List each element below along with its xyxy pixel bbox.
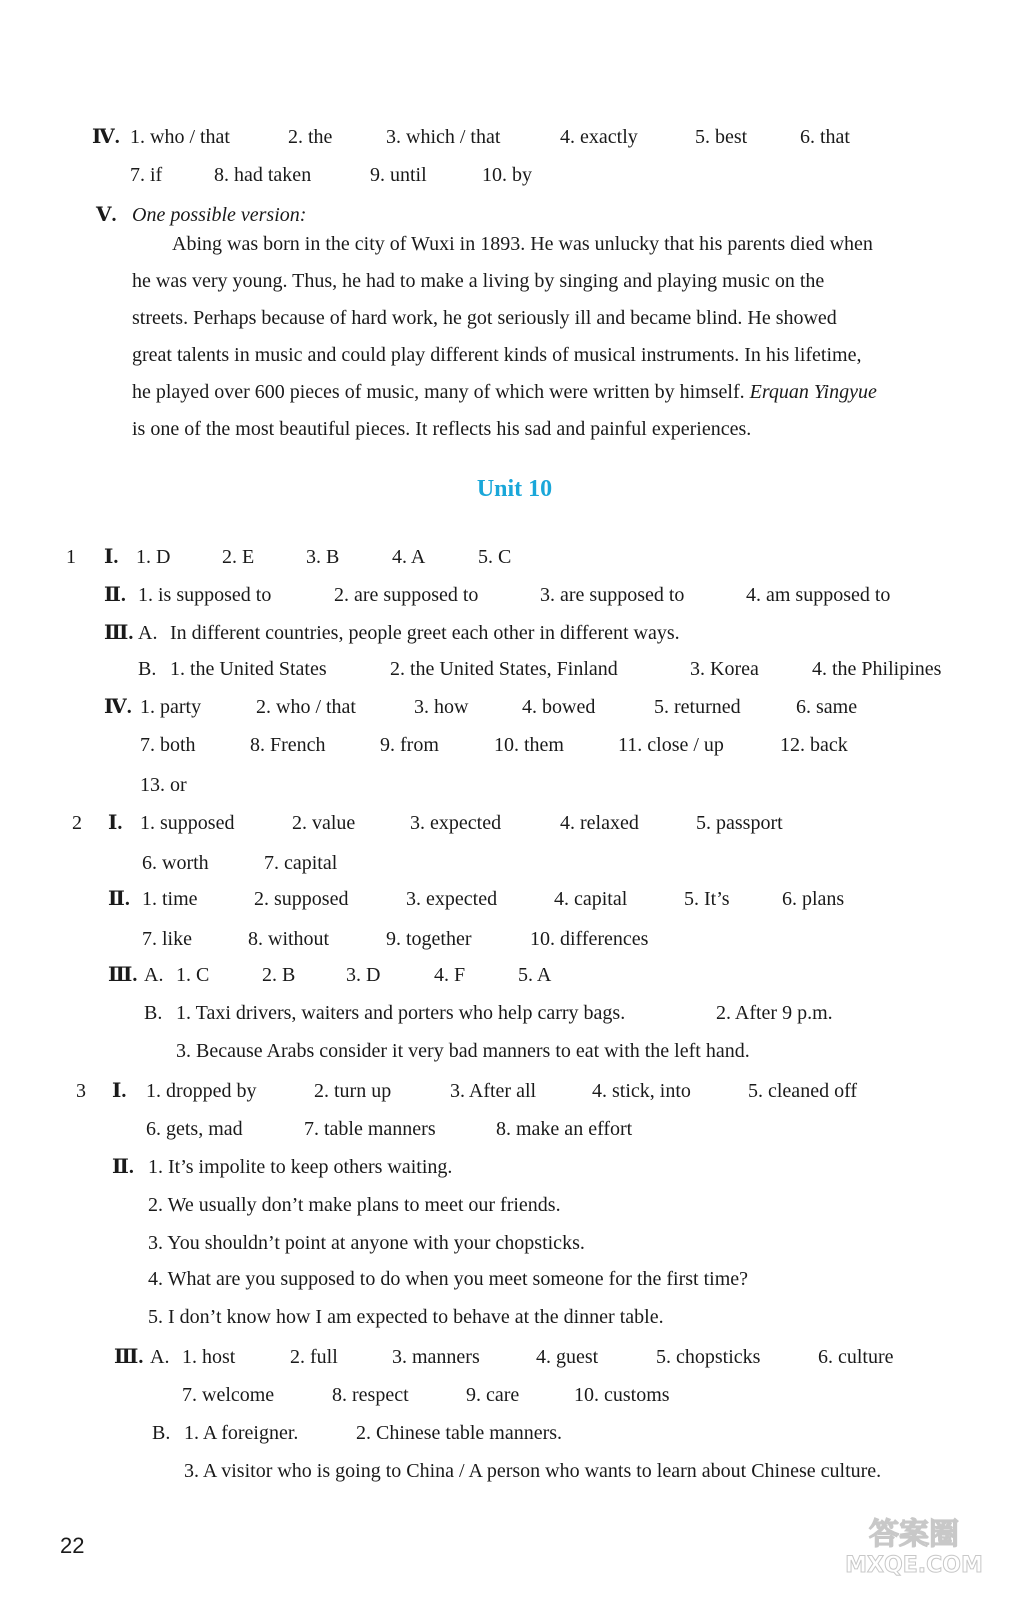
watermark-graphic: [829, 1510, 999, 1580]
section-roman: Ⅰ.: [104, 546, 119, 568]
answer-item: 6. culture: [818, 1346, 894, 1368]
unit-title: Unit 10: [476, 476, 553, 502]
answer-item: 2. B: [262, 964, 296, 986]
part-label: B.: [152, 1422, 171, 1444]
essay-line: great talents in music and could play different kinds of musical instruments. In his lifetime,: [132, 344, 862, 366]
watermark: [829, 1510, 999, 1580]
section-roman: Ⅱ.: [112, 1156, 134, 1178]
answer-item: 1. C: [176, 964, 210, 986]
answer-item: 1. supposed: [140, 812, 235, 834]
answer-item: 2. value: [292, 812, 356, 834]
answer-item: 8. had taken: [214, 164, 312, 186]
answer-item: 4. bowed: [522, 696, 596, 718]
answer-item: 1. is supposed to: [138, 584, 272, 606]
part-label: B.: [144, 1002, 163, 1024]
answer-item: 9. together: [386, 928, 472, 950]
lesson-number: 3: [76, 1080, 86, 1102]
answer-item: 11. close / up: [618, 734, 724, 756]
answer-sentence: In different countries, people greet each other in different ways.: [170, 622, 680, 644]
answer-item: 7. if: [130, 164, 163, 186]
part-label: B.: [138, 658, 157, 680]
answer-sentence: 1. It’s impolite to keep others waiting.: [148, 1156, 453, 1178]
answer-item: 10. customs: [574, 1384, 670, 1406]
answer-item: 4. capital: [554, 888, 628, 910]
answer-sentence: 4. What are you supposed to do when you meet someone for the first time?: [148, 1268, 749, 1290]
answer-item: 8. French: [250, 734, 326, 756]
essay-line: Abing was born in the city of Wuxi in 1893. He was unlucky that his parents died when: [172, 233, 873, 255]
answer-item: 6. that: [800, 126, 850, 148]
answer-sentence: 2. Chinese table manners.: [356, 1422, 563, 1444]
answer-item: 5. It’s: [684, 888, 730, 910]
essay-line: streets. Perhaps because of hard work, he got seriously ill and became blind. He showed: [132, 307, 837, 329]
answer-sentence: 1. Taxi drivers, waiters and porters who help carry bags.: [176, 1002, 626, 1024]
section-roman: Ⅳ.: [104, 696, 132, 718]
essay-title-italic: Erquan Yingyue: [749, 381, 877, 403]
answer-item: 10. differences: [530, 928, 649, 950]
answer-item: 9. until: [370, 164, 427, 186]
essay-paragraph: [132, 226, 956, 448]
answer-item: 13. or: [140, 774, 187, 796]
answer-item: 5. C: [478, 546, 512, 568]
answer-item: 9. from: [380, 734, 439, 756]
answer-item: 3. how: [414, 696, 469, 718]
answer-item: 5. chopsticks: [656, 1346, 761, 1368]
answer-item: 1. host: [182, 1346, 236, 1368]
section-roman: Ⅴ.: [96, 204, 117, 226]
answer-sentence: 1. A foreigner.: [184, 1422, 299, 1444]
answer-item: 3. Korea: [690, 658, 759, 680]
answer-item: 1. party: [140, 696, 202, 718]
watermark-line-2: MXQE.COM: [845, 1553, 983, 1578]
answer-item: 10. by: [482, 164, 532, 186]
page-number: 22: [60, 1533, 85, 1558]
section-roman: Ⅰ.: [112, 1080, 127, 1102]
answer-item: 3. are supposed to: [540, 584, 685, 606]
answer-item: 1. dropped by: [146, 1080, 257, 1102]
answer-item: 7. like: [142, 928, 192, 950]
lesson-number: 1: [66, 546, 76, 568]
answer-item: 4. exactly: [560, 126, 638, 148]
answer-item: 8. respect: [332, 1384, 409, 1406]
answer-item: 8. without: [248, 928, 330, 950]
answer-item: 2. full: [290, 1346, 338, 1368]
answer-sentence: 2. After 9 p.m.: [716, 1002, 833, 1024]
answer-item: 10. them: [494, 734, 564, 756]
answer-item: 1. who / that: [130, 126, 230, 148]
section-roman: Ⅳ.: [92, 126, 120, 148]
version-label: One possible version:: [132, 204, 307, 226]
answer-sentence: 5. I don’t know how I am expected to behave at the dinner table.: [148, 1306, 664, 1328]
answer-item: 2. turn up: [314, 1080, 392, 1102]
answer-sentence: 3. Because Arabs consider it very bad manners to eat with the left hand.: [176, 1040, 750, 1062]
answer-item: 3. B: [306, 546, 340, 568]
answer-item: 5. returned: [654, 696, 741, 718]
watermark-line-1: 答案圈: [869, 1517, 959, 1552]
answer-item: 7. welcome: [182, 1384, 275, 1406]
section-roman: Ⅲ.: [108, 964, 138, 986]
answer-item: 8. make an effort: [496, 1118, 633, 1140]
answer-item: 3. manners: [392, 1346, 480, 1368]
answer-item: 3. which / that: [386, 126, 501, 148]
answer-item: 6. plans: [782, 888, 845, 910]
answer-item: 9. care: [466, 1384, 520, 1406]
part-label: A.: [150, 1346, 170, 1368]
answer-item: 1. time: [142, 888, 198, 910]
answer-sentence: 2. We usually don’t make plans to meet our friends.: [148, 1194, 561, 1216]
answer-item: 7. table manners: [304, 1118, 436, 1140]
answer-item: 4. relaxed: [560, 812, 639, 834]
answer-item: 5. A: [518, 964, 552, 986]
answer-item: 2. the United States, Finland: [390, 658, 618, 680]
answer-item: 6. worth: [142, 852, 209, 874]
answer-item: 12. back: [780, 734, 848, 756]
answer-item: 7. both: [140, 734, 196, 756]
answer-item: 4. A: [392, 546, 426, 568]
answer-item: 2. are supposed to: [334, 584, 479, 606]
answer-item: 3. expected: [406, 888, 498, 910]
section-roman: Ⅲ.: [104, 622, 134, 644]
answer-item: 4. stick, into: [592, 1080, 691, 1102]
essay-line: he was very young. Thus, he had to make a living by singing and playing music on the: [132, 270, 825, 292]
answer-item: 7. capital: [264, 852, 338, 874]
answer-item: 3. After all: [450, 1080, 537, 1102]
answer-item: 5. best: [695, 126, 748, 148]
section-roman: Ⅱ.: [104, 584, 126, 606]
answer-sentence: 3. A visitor who is going to China / A person who wants to learn about Chinese culture.: [184, 1460, 882, 1482]
lesson-number: 2: [72, 812, 82, 834]
answer-item: 1. D: [136, 546, 171, 568]
section-roman: Ⅲ.: [114, 1346, 144, 1368]
answer-item: 5. cleaned off: [748, 1080, 858, 1102]
answer-item: 2. the: [288, 126, 333, 148]
answer-item: 1. the United States: [170, 658, 327, 680]
answer-item: 6. same: [796, 696, 858, 718]
answer-item: 4. guest: [536, 1346, 599, 1368]
part-label: A.: [138, 622, 158, 644]
part-label: A.: [144, 964, 164, 986]
answer-item: 6. gets, mad: [146, 1118, 243, 1140]
answer-item: 2. E: [222, 546, 255, 568]
answer-item: 3. D: [346, 964, 381, 986]
essay-line: is one of the most beautiful pieces. It reflects his sad and painful experiences.: [132, 418, 752, 440]
section-roman: Ⅰ.: [108, 812, 123, 834]
answer-item: 4. the Philipines: [812, 658, 942, 680]
answer-item: 4. F: [434, 964, 466, 986]
section-roman: Ⅱ.: [108, 888, 130, 910]
answer-item: 2. who / that: [256, 696, 356, 718]
answer-item: 3. expected: [410, 812, 502, 834]
answer-item: 5. passport: [696, 812, 783, 834]
essay-line: he played over 600 pieces of music, many of which were written by himself. Erquan Yingyue: [132, 381, 877, 403]
answer-item: 2. supposed: [254, 888, 349, 910]
answer-sentence: 3. You shouldn’t point at anyone with your chopsticks.: [148, 1232, 585, 1254]
answer-item: 4. am supposed to: [746, 584, 891, 606]
